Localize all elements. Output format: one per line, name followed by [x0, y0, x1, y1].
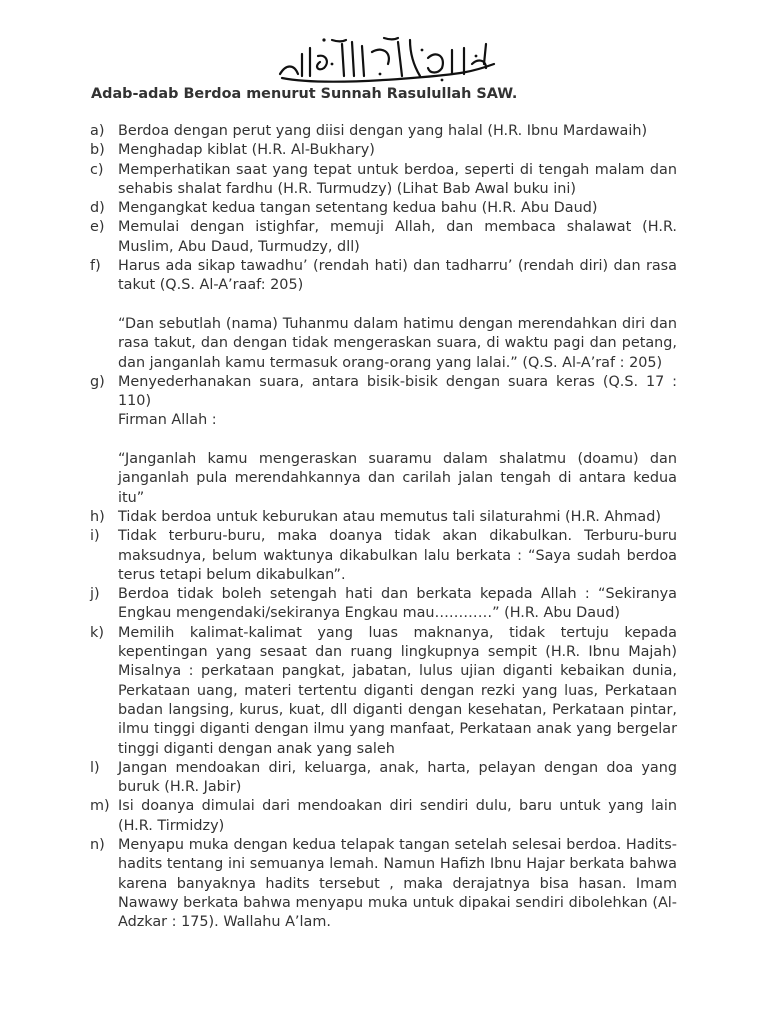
list-item: [90, 122, 677, 141]
list-marker: l): [90, 759, 100, 776]
list-marker: j): [90, 586, 100, 603]
list-marker: g): [90, 373, 105, 390]
list-item-text: Memperhatikan saat yang tepat untuk berdoa, seperti di tengah malam dan sehabis shalat fardhu (H.R. Turmudzy) (Lihat Bab Awal buku ini): [118, 161, 677, 197]
list-marker: f): [90, 258, 101, 275]
list-item-text: Menghadap kiblat (H.R. Al-Bukhary): [118, 142, 375, 159]
adab-list: [90, 122, 677, 932]
list-item: [90, 759, 677, 798]
list-item-text: Memilih kalimat-kalimat yang luas maknanya, tidak tertuju kepada kepentingan yang sesaat dan ruang lingkupnya sempit (H.R. Ibnu Majah) Misalnya : perkataan pangkat, jabatan, lulus ujian diganti kebaikan dunia, Perkataan uang, materi tertentu diganti dengan rezki yang luas, Perkataan badan langsing, kurus, kuat, dll diganti dengan kesehatan, Perkataan pintar, ilmu tinggi diganti dengan ilmu yang manfaat, Perkataan anak yang bergelar tinggi diganti dengan anak yang saleh: [118, 624, 677, 757]
basmalah-calligraphy: [272, 34, 502, 88]
list-item: [90, 257, 677, 373]
list-marker: h): [90, 508, 105, 525]
list-item-text: Mengangkat kedua tangan setentang kedua bahu (H.R. Abu Daud): [118, 200, 598, 217]
list-marker: k): [90, 624, 104, 641]
list-item: [90, 373, 677, 508]
list-item-text: Memulai dengan istighfar, memuji Allah, dan membaca shalawat (H.R. Muslim, Abu Daud, Turmudzy, dll): [118, 219, 677, 255]
list-marker: b): [90, 142, 105, 159]
quote-intro: Firman Allah :: [118, 412, 217, 429]
list-item-text: Menyederhanakan suara, antara bisik-bisik dengan suara keras (Q.S. 17 : 110): [118, 373, 677, 410]
list-item-text: Tidak terburu-buru, maka doanya tidak akan dikabulkan. Terburu-buru maksudnya, belum waktunya dikabulkan lalu berkata : “Saya sudah berdoa terus tetapi belum dikabulkan”.: [118, 528, 677, 583]
list-marker: d): [90, 200, 105, 217]
list-item-text: Isi doanya dimulai dari mendoakan diri sendiri dulu, baru untuk yang lain (H.R. Tirmidzy): [118, 798, 677, 834]
list-item-text: Berdoa tidak boleh setengah hati dan berkata kepada Allah : “Sekiranya Engkau mengendaki/sekiranya Engkau mau…………” (H.R. Abu Daud): [118, 586, 677, 622]
list-item: [90, 585, 677, 624]
list-marker: n): [90, 836, 105, 853]
list-marker: a): [90, 123, 105, 139]
quran-quote: “Dan sebutlah (nama) Tuhanmu dalam hatimu dengan merendahkan diri dan rasa takut, dan dengan tidak mengeraskan suara, di waktu pagi dan petang, dan janganlah kamu termasuk orang-orang yang lalai.” (Q.S. Al-A’raf : 205): [118, 315, 677, 371]
list-item: [90, 508, 677, 527]
document-title: Adab-adab Berdoa menurut Sunnah Rasulullah SAW.: [91, 86, 518, 102]
list-item: [90, 141, 677, 160]
paragraph-gap: [118, 296, 677, 315]
list-marker: e): [90, 219, 105, 236]
list-marker: m): [90, 798, 110, 815]
list-item: [90, 161, 677, 200]
list-item-text: Berdoa dengan perut yang diisi dengan yang halal (H.R. Ibnu Mardawaih): [118, 123, 648, 139]
list-item: [90, 527, 677, 585]
list-item: [90, 836, 677, 932]
list-item-text: Menyapu muka dengan kedua telapak tangan setelah selesai berdoa. Hadits-hadits tentang ini semuanya lemah. Namun Hafizh Ibnu Hajar berkata bahwa karena banyaknya hadits tersebut , maka derajatnya bisa hasan. Imam Nawawy berkata bahwa menyapu muka untuk dipakai sendiri dibolehkan (Al-Adzkar : 175). Wallahu A’lam.: [118, 836, 677, 931]
list-item-text: Jangan mendoakan diri, keluarga, anak, harta, pelayan dengan doa yang buruk (H.R. Jabir): [118, 759, 677, 796]
list-marker: i): [90, 528, 100, 545]
list-item-text: Harus ada sikap tawadhu’ (rendah hati) dan tadharru’ (rendah diri) dan rasa takut (Q.S. Al-A’raaf: 205): [118, 258, 677, 294]
list-item-text: Tidak berdoa untuk keburukan atau memutus tali silaturahmi (H.R. Ahmad): [118, 508, 661, 525]
list-item: [90, 797, 677, 836]
paragraph-gap: [118, 431, 677, 450]
list-item: [90, 624, 677, 759]
list-item: [90, 218, 677, 257]
list-item: [90, 199, 677, 218]
list-marker: c): [90, 161, 104, 178]
quran-quote: “Janganlah kamu mengeraskan suaramu dalam shalatmu (doamu) dan janganlah pula merendahkannya dan carilah jalan tengah di antara kedua itu”: [118, 451, 677, 506]
